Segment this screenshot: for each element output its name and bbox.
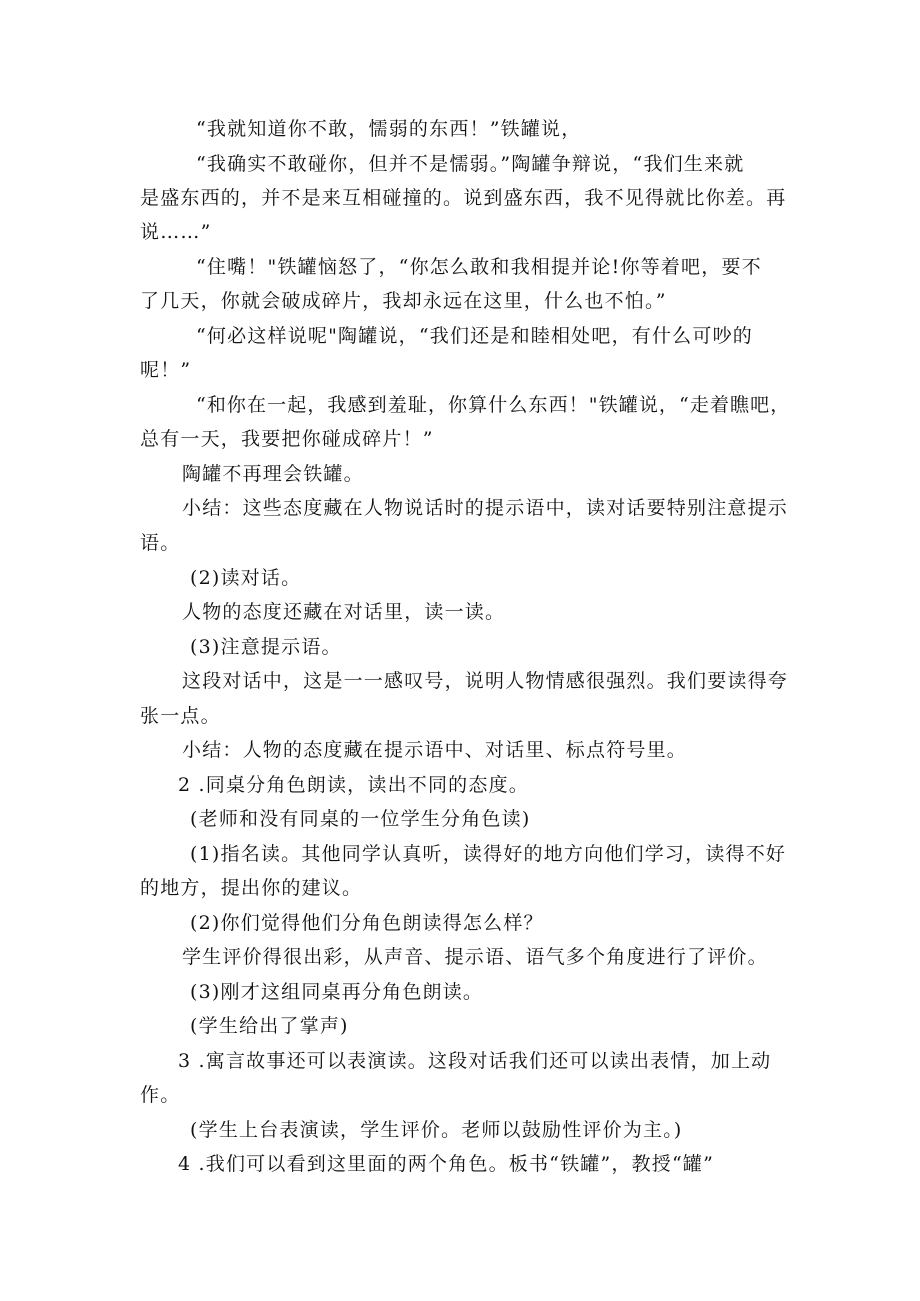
paragraph-line: 呢！” <box>140 359 192 381</box>
paragraph-line: 说……” <box>140 221 212 243</box>
paragraph-line: 的地方，提出你的建议。 <box>140 877 363 899</box>
paragraph-line: 是盛东西的，并不是来互相碰撞的。说到盛东西，我不见得就比你差。再 <box>140 187 787 209</box>
paragraph-line: (老师和没有同桌的一位学生分角色读) <box>190 808 531 830</box>
paragraph-line: 总有一天，我要把你碰成碎片！” <box>140 428 434 450</box>
paragraph-line: 2 .同桌分角色朗读，读出不同的态度。 <box>178 774 529 796</box>
paragraph-line: (3)刚才这组同桌再分角色朗读。 <box>190 981 484 1003</box>
paragraph-line: “我就知道你不敢，懦弱的东西！”铁罐说， <box>196 118 582 140</box>
paragraph-line: (3)注意提示语。 <box>190 636 342 658</box>
paragraph-line: (学生给出了掌声) <box>190 1015 349 1037</box>
paragraph-line: “何必这样说呢"陶罐说，“我们还是和睦相处吧，有什么可吵的 <box>196 325 753 347</box>
paragraph-line: (学生上台表演读，学生评价。老师以鼓励性评价为主。) <box>190 1119 683 1141</box>
paragraph-line: 语。 <box>140 532 181 554</box>
paragraph-line: 陶罐不再理会铁罐。 <box>182 463 364 485</box>
paragraph-line: 人物的态度还藏在对话里，读一读。 <box>182 601 506 623</box>
paragraph-line: “和你在一起，我感到羞耻，你算什么东西！"铁罐说，“走着瞧吧， <box>196 394 791 416</box>
paragraph-line: 学生评价得很出彩，从声音、提示语、语气多个角度进行了评价。 <box>182 946 768 968</box>
paragraph-line: 了几天，你就会破成碎片，我却永远在这里，什么也不怕。” <box>140 290 667 312</box>
paragraph-line: 4 .我们可以看到这里面的两个角色。板书“铁罐”，教授“罐” <box>178 1153 715 1175</box>
paragraph-line: (2)你们觉得他们分角色朗读得怎么样？ <box>190 912 544 934</box>
paragraph-line: “住嘴！"铁罐恼怒了，“你怎么敢和我相提并论!你等着吧，要不 <box>196 256 762 278</box>
paragraph-line: (2)读对话。 <box>190 567 302 589</box>
paragraph-line: 小结：人物的态度藏在提示语中、对话里、标点符号里。 <box>182 739 688 761</box>
paragraph-line: 小结：这些态度藏在人物说话时的提示语中，读对话要特别注意提示 <box>182 497 789 519</box>
paragraph-line: 这段对话中，这是一一感叹号，说明人物情感很强烈。我们要读得夸 <box>182 670 789 692</box>
paragraph-line: “我确实不敢碰你，但并不是懦弱。”陶罐争辩说，“我们生来就 <box>196 153 745 175</box>
paragraph-line: 3 .寓言故事还可以表演读。这段对话我们还可以读出表情，加上动 <box>178 1050 772 1072</box>
paragraph-line: 作。 <box>140 1084 181 1106</box>
paragraph-line: 张一点。 <box>140 705 221 727</box>
paragraph-line: (1)指名读。其他同学认真听，读得好的地方向他们学习，读得不好 <box>190 843 787 865</box>
